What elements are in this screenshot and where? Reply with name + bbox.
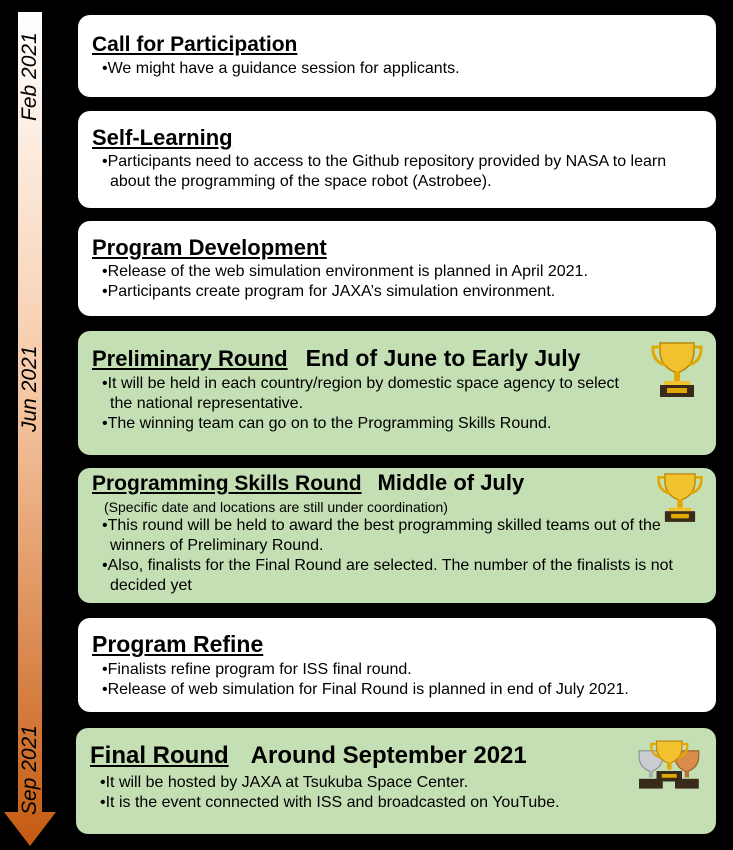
stage-title: Call for Participation bbox=[92, 33, 298, 56]
stage-bullet: •It is the event connected with ISS and broadcasted on YouTube. bbox=[100, 794, 560, 811]
month-label-sep: Sep 2021 bbox=[18, 725, 41, 815]
stage-title: Program Development bbox=[92, 235, 327, 260]
stage-bullet: •The winning team can go on to the Programming Skills Round. bbox=[102, 415, 552, 432]
stage-card-program-refine bbox=[78, 618, 716, 712]
stage-card-programming-skills-round bbox=[78, 468, 716, 603]
stage-date: Middle of July bbox=[377, 470, 525, 495]
stage-card-call-for-participation bbox=[78, 15, 716, 97]
stage-title: Self-Learning bbox=[92, 125, 233, 150]
stage-note: (Specific date and locations are still under coordination) bbox=[104, 499, 448, 515]
stage-bullet: •Also, finalists for the Final Round are selected. The number of the finalists is not decided yet bbox=[102, 557, 673, 594]
stage-bullet: •It will be held in each country/region by domestic space agency to select the national representative. bbox=[102, 375, 619, 412]
stage-title: Program Refine bbox=[92, 631, 264, 657]
gold-trophy-icon bbox=[650, 339, 704, 399]
gold-trophy-icon bbox=[656, 470, 704, 524]
stage-bullet: •Release of the web simulation environment is planned in April 2021. bbox=[102, 263, 588, 280]
trophies-icon bbox=[632, 738, 706, 794]
stage-bullet: •Release of web simulation for Final Round is planned in end of July 2021. bbox=[102, 681, 629, 698]
month-label-jun: Jun 2021 bbox=[18, 345, 41, 432]
stage-card-self-learning bbox=[78, 111, 716, 208]
stage-title: Preliminary Round bbox=[92, 346, 288, 371]
stage-card-program-development bbox=[78, 221, 716, 316]
stage-bullet: •Participants need to access to the Github repository provided by NASA to learn about the programming of the space robot (Astrobee). bbox=[102, 153, 667, 190]
stage-bullet: •We might have a guidance session for applicants. bbox=[102, 60, 460, 77]
stage-title: Programming Skills Round bbox=[92, 472, 362, 495]
month-label-feb: Feb 2021 bbox=[18, 32, 41, 121]
stage-card-preliminary-round bbox=[78, 331, 716, 455]
stage-card-final-round bbox=[76, 728, 716, 834]
stage-date: Around September 2021 bbox=[250, 742, 527, 769]
stage-bullet: •It will be hosted by JAXA at Tsukuba Space Center. bbox=[100, 774, 469, 791]
stage-bullet: •This round will be held to award the best programming skilled teams out of the winners of Preliminary Round. bbox=[102, 517, 661, 554]
stage-title: Final Round bbox=[90, 742, 229, 769]
stage-bullet: •Participants create program for JAXA’s simulation environment. bbox=[102, 283, 556, 300]
stage-date: End of June to Early July bbox=[305, 345, 581, 371]
stage-bullet: •Finalists refine program for ISS final round. bbox=[102, 661, 412, 678]
